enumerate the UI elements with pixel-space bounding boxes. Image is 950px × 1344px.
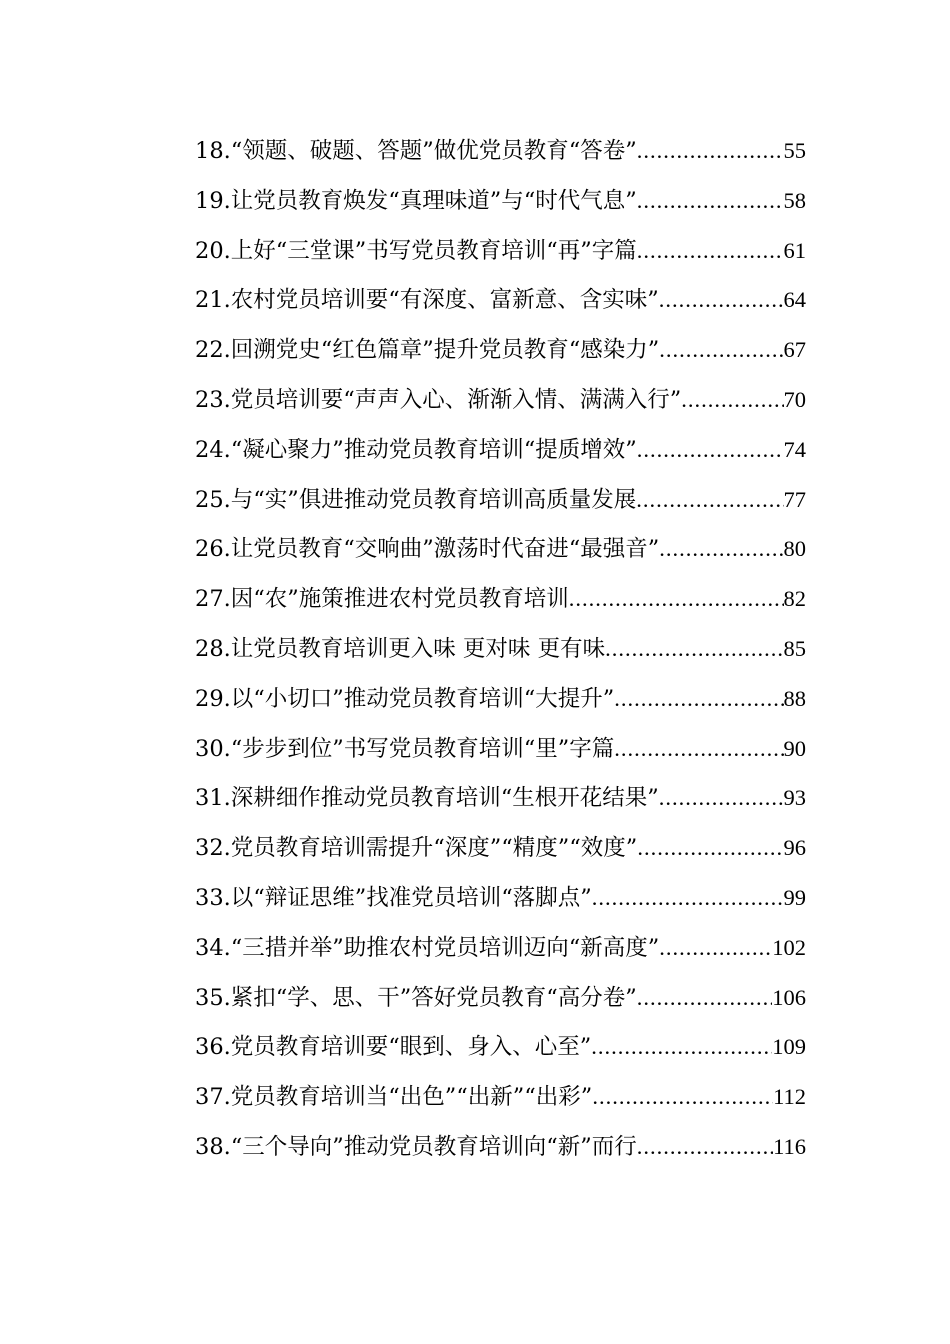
- toc-page-number: 80: [783, 536, 806, 562]
- toc-entry-28[interactable]: [195, 624, 806, 674]
- toc-dot-leader: [659, 524, 783, 574]
- toc-entry-23[interactable]: [195, 375, 806, 425]
- toc-dot-leader: [637, 1122, 773, 1172]
- toc-entry-33[interactable]: [195, 873, 806, 923]
- toc-entry-title: 19.让党员教育焕发“真理味道”与“时代气息”: [195, 187, 637, 214]
- toc-entry-title: 27.因“农”施策推进农村党员教育培训: [195, 586, 569, 613]
- toc-dot-leader: [637, 973, 772, 1023]
- toc-dot-leader: [659, 275, 784, 325]
- toc-entry-31[interactable]: [195, 773, 806, 823]
- toc-page-number: 58: [783, 187, 806, 213]
- toc-dot-leader: [637, 823, 783, 873]
- toc-entry-title: 18.“领题、破题、答题”做优党员教育“答卷”: [195, 138, 637, 164]
- toc-entry-18[interactable]: [195, 126, 806, 176]
- toc-dot-leader: [592, 1072, 773, 1122]
- toc-entry-title: 33.以“辩证思维”找准党员培训“落脚点”: [195, 884, 592, 911]
- toc-entry-35[interactable]: [195, 973, 806, 1023]
- toc-entry-title: 26.让党员教育“交响曲”激荡时代奋进“最强音”: [195, 536, 660, 563]
- toc-entry-title: 20.上好“三堂课”书写党员教育培训“再”字篇: [195, 237, 637, 264]
- toc-entry-title: 25.与“实”俱进推动党员教育培训高质量发展: [195, 486, 637, 513]
- toc-page-number: 67: [783, 337, 806, 363]
- toc-entry-29[interactable]: [195, 674, 806, 724]
- toc-entry-title: 23.党员培训要“声声入心、渐渐入情、满满入行”: [195, 386, 682, 413]
- toc-page-number: 106: [772, 984, 806, 1010]
- toc-dot-leader: [659, 773, 784, 823]
- toc-entry-19[interactable]: [195, 176, 806, 226]
- toc-dot-leader: [637, 226, 784, 276]
- toc-entry-title: 22.回溯党史“红色篇章”提升党员教育“感染力”: [195, 337, 660, 364]
- toc-entry-title: 24.“凝心聚力”推动党员教育培训“提质增效”: [195, 436, 637, 463]
- toc-page-number: 116: [773, 1133, 806, 1159]
- toc-page-number: 93: [783, 785, 806, 811]
- toc-entry-title: 36.党员教育培训要“眼到、身入、心至”: [195, 1034, 592, 1061]
- toc-entry-title: 32.党员教育培训需提升“深度”“精度”“效度”: [195, 835, 638, 862]
- toc-entry-24[interactable]: [195, 425, 806, 475]
- toc-page-number: 77: [783, 486, 806, 512]
- toc-page-number: 90: [783, 735, 806, 761]
- toc-page-number: 61: [783, 237, 806, 263]
- toc-dot-leader: [637, 176, 784, 226]
- toc-entry-25[interactable]: [195, 475, 806, 525]
- toc-entry-title: 29.以“小切口”推动党员教育培训“大提升”: [195, 685, 615, 712]
- toc-entry-26[interactable]: [195, 524, 806, 574]
- toc-entry-title: 30.“步步到位”书写党员教育培训“里”字篇: [195, 735, 615, 762]
- toc-entry-21[interactable]: [195, 275, 806, 325]
- toc-page-number: 96: [783, 835, 806, 861]
- toc-entry-title: 38.“三个导向”推动党员教育培训向“新”而行: [195, 1133, 637, 1160]
- toc-entry-title: 37.党员教育培训当“出色”“出新”“出彩”: [195, 1084, 593, 1111]
- toc-dot-leader: [614, 674, 783, 724]
- toc-dot-leader: [637, 126, 784, 176]
- toc-entry-20[interactable]: [195, 226, 806, 276]
- toc-page-number: 85: [783, 635, 806, 661]
- toc-entry-title: 35.紧扣“学、思、干”答好党员教育“高分卷”: [195, 984, 637, 1011]
- toc-dot-leader: [592, 873, 784, 923]
- toc-page-number: 82: [783, 586, 806, 612]
- toc-entry-36[interactable]: [195, 1022, 806, 1072]
- toc-page-number: 64: [783, 287, 806, 313]
- toc-page-number: 55: [783, 138, 806, 163]
- toc-entry-37[interactable]: [195, 1072, 806, 1122]
- table-of-contents: [195, 126, 806, 1172]
- toc-entry-34[interactable]: [195, 923, 806, 973]
- toc-page-number: 112: [773, 1084, 806, 1110]
- toc-entry-27[interactable]: [195, 574, 806, 624]
- toc-dot-leader: [681, 375, 783, 425]
- toc-entry-38[interactable]: [195, 1122, 806, 1172]
- toc-page-number: 74: [783, 436, 806, 462]
- toc-entry-title: 31.深耕细作推动党员教育培训“生根开花结果”: [195, 785, 659, 812]
- toc-page-number: 109: [772, 1034, 806, 1060]
- toc-page-number: 70: [783, 386, 806, 412]
- toc-page-number: 88: [783, 685, 806, 711]
- toc-entry-title: 34.“三措并举”助推农村党员培训迈向“新高度”: [195, 934, 660, 961]
- toc-entry-title: 21.农村党员培训要“有深度、富新意、含实味”: [195, 287, 659, 314]
- toc-entry-32[interactable]: [195, 823, 806, 873]
- toc-entry-title: 28.让党员教育培训更入味 更对味 更有味: [195, 635, 606, 662]
- toc-dot-leader: [659, 325, 783, 375]
- toc-dot-leader: [659, 923, 772, 973]
- toc-entry-22[interactable]: [195, 325, 806, 375]
- toc-page-number: 99: [783, 884, 806, 910]
- toc-entry-30[interactable]: [195, 724, 806, 774]
- toc-dot-leader: [591, 1022, 772, 1072]
- toc-dot-leader: [614, 724, 783, 774]
- toc-page-number: 102: [772, 934, 806, 960]
- toc-dot-leader: [605, 624, 783, 674]
- toc-dot-leader: [636, 475, 783, 525]
- toc-dot-leader: [637, 425, 784, 475]
- toc-dot-leader: [569, 574, 784, 624]
